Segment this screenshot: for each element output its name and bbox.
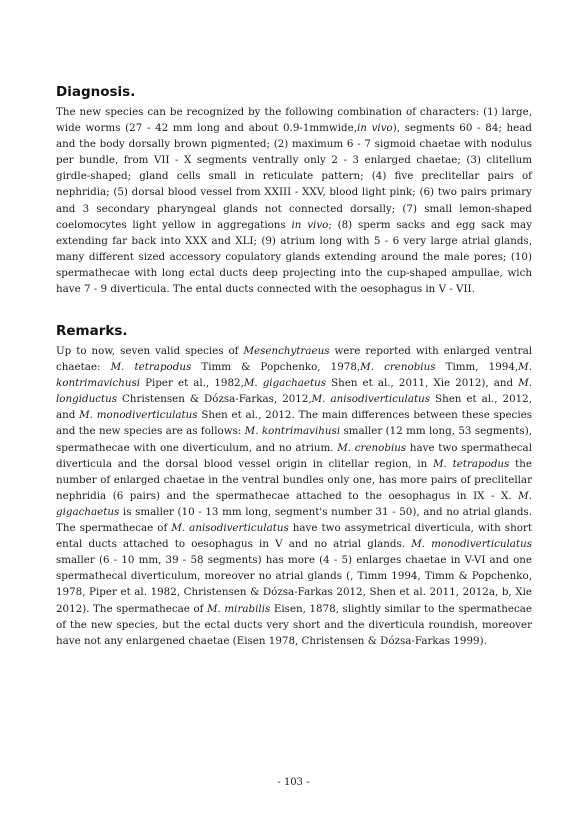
italic-text-run: M. kontrimavihusi bbox=[244, 425, 341, 438]
italic-text-run: in vivo bbox=[357, 122, 393, 135]
diagnosis-section bbox=[56, 83, 532, 297]
text-run: ), segments 60 - 84; head and the body dorsally brown pigmented; (2) maximum 6 - 7 sigmoid chaetae with nodulus per bundle, from VII - X segments ventrally only 2 - 3 enlarged chaetae; (3) clitellum girdle-shaped; gland cells small in reticulate pattern; (4) five preclitellar pairs of nephridia; (5) dorsal blood vessel from XXIII - XXV, blood light pink; (6) two pairs primary and 3 secondary pharyngeal glands not connected dorsally; (7) small lemon-shaped coelomocytes light yellow in aggregations bbox=[56, 122, 532, 231]
text-run: Christensen & Dózsa-Farkas, 2012, bbox=[117, 393, 312, 406]
italic-text-run: M. longiductus bbox=[56, 377, 533, 406]
text-run: Shen et al., 2012. The main differences between these species and the new species are as follows: bbox=[56, 409, 532, 438]
italic-text-run: M. anisodiverticulatus bbox=[171, 522, 289, 535]
text-run: have two spermathecal diverticula and the dorsal blood vessel origin in clitellar region, in bbox=[56, 441, 532, 470]
text-run: have two assymetrical diverticula, with short ental ducts attached to oesophagus in V and no atrial glands. bbox=[56, 522, 532, 551]
italic-text-run: M. tetrapodus bbox=[110, 361, 192, 374]
text-run: smaller (12 mm long, 53 segments), spermathecae with one diverticulum, and no atrium. bbox=[56, 425, 532, 454]
text-run: Eisen, 1878, slightly similar to the spermathecae of the new species, but the ectal ducts very short and the diverticula roundish, moreover have not any enlargened chaetae (Eisen 1978, Christensen & Dózsa-Farkas 1999). bbox=[56, 602, 532, 647]
text-run: Timm & Popchenko, 1978, bbox=[191, 361, 361, 374]
italic-text-run: M. crenobius bbox=[337, 441, 407, 454]
text-run: the number of enlarged chaetae in the ventral bundles only one, has more pairs of preclitellar nephridia (6 pairs) and the spermathecae attached to the oesophagus in IX - X. bbox=[56, 457, 532, 502]
text-run: ; (8) sperm sacks and egg sack may extending far back into XXX and XLI; (9) atrium long with 5 - 6 very large atrial glands, many different sized accessory copulatory glands extending around the male pores; (10) spermathecae with long ectal ducts deep projecting into the cup-shaped ampullae, wich have 7 - 9 diverticula. The ental ducts connected with the oesophagus in V - VII. bbox=[56, 218, 533, 296]
text-run: were reported with enlarged ventral chaetae: bbox=[56, 345, 533, 374]
italic-text-run: Mesenchytraeus bbox=[243, 345, 330, 357]
text-run: Shen et al., 2011, Xie 2012), and bbox=[326, 377, 519, 390]
diagnosis-heading: Diagnosis. bbox=[56, 84, 136, 100]
italic-text-run: M. gigachaetus bbox=[243, 377, 327, 390]
diagnosis-paragraph bbox=[56, 104, 532, 297]
italic-text-run: M. monodiverticulatus bbox=[411, 538, 532, 551]
text-run: smaller (6 - 10 mm, 39 - 58 segments) has more (4 - 5) enlarges chaetae in V-VI and one spermathecal diverticulum, moreover no atrial glands (, Timm 1994, Timm & Popchenko, 1978, Piper et al. 1982, Christensen & Dózsa-Farkas 2012, Shen et al. 2011, 2012a, b, Xie 2012). The spermathecae of bbox=[56, 554, 532, 615]
text-run: is smaller (10 - 13 mm long, segment's number 31 - 50), and no atrial glands. The spermathecae of bbox=[56, 505, 532, 535]
italic-text-run: M. gigachaetus bbox=[56, 489, 532, 518]
remarks-heading: Remarks. bbox=[56, 323, 128, 339]
italic-text-run: M. mirabilis bbox=[207, 602, 271, 615]
italic-text-run: M. kontrimavichusi bbox=[56, 361, 532, 390]
italic-text-run: in vivo bbox=[291, 218, 329, 231]
text-run: The new species can be recognized by the following combination of characters: (1) large, wide worms (27 - 42 mm long and about 0.9-1mmwide, bbox=[56, 106, 532, 135]
italic-text-run: M. crenobius bbox=[360, 361, 436, 374]
text-run: Timm, 1994, bbox=[435, 361, 519, 374]
italic-text-run: M. anisodiverticulatus bbox=[311, 393, 431, 406]
text-run: Piper et al., 1982, bbox=[140, 377, 244, 390]
italic-text-run: M. tetrapodus bbox=[433, 457, 510, 470]
page-number: - 103 - bbox=[277, 777, 310, 788]
text-run: Shen et al., 2012, and bbox=[56, 393, 533, 422]
italic-text-run: M. monodiverticulatus bbox=[79, 409, 198, 422]
remarks-section bbox=[56, 322, 532, 649]
text-run: Up to now, seven valid species of bbox=[56, 345, 244, 357]
remarks-paragraph bbox=[56, 343, 532, 649]
